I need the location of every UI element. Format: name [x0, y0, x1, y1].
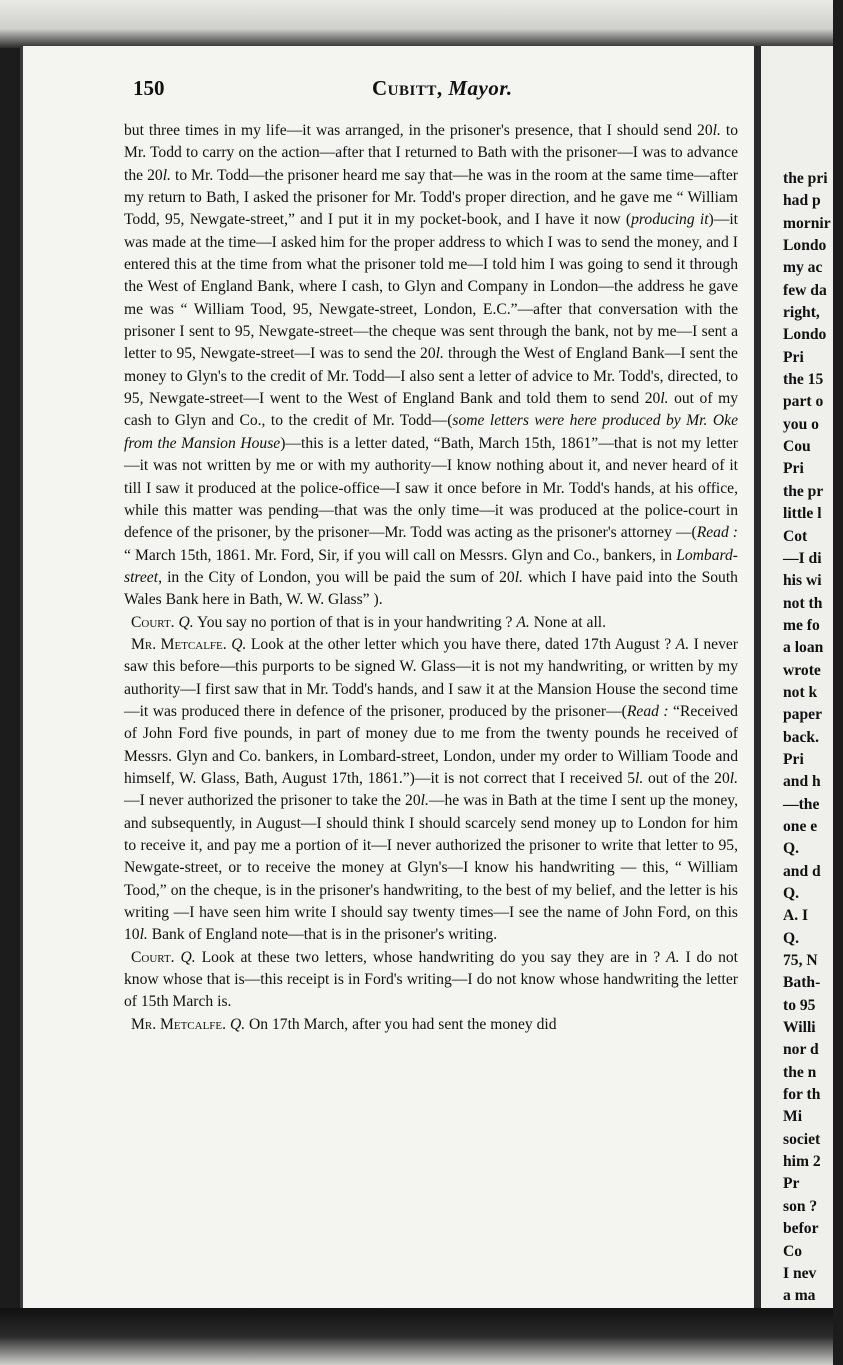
text-run: )—this is a letter dated, “Bath, March 15th, 1861”—that is not my letter—it was not written by me or with my authority—I know nothing about it, and never heard of it till I saw it produced at the police-office—I saw it once before in Mr. Todd's hands, at his office, while this matter was pending—that was the only time—it was produced at the police-court in defence of the prisoner, by the prisoner—Mr. Todd was acting as the prisoner's attorney —( [124, 434, 738, 542]
adjacent-line: Cou [783, 438, 811, 456]
text-run: A. [666, 948, 680, 966]
page-number: 150 [133, 76, 165, 100]
running-title [372, 76, 513, 101]
text-run: out of my cash to Glyn and Co., to the credit of Mr. Todd—( [124, 390, 738, 430]
paragraph [124, 634, 738, 947]
adjacent-line: befor [783, 1220, 819, 1238]
adjacent-line: me fo [783, 616, 820, 634]
adjacent-line: son ? [783, 1197, 818, 1215]
paragraph [124, 947, 738, 1014]
adjacent-line: not k [783, 683, 818, 701]
text-run: l. [712, 122, 721, 139]
adjacent-line: Londo [783, 237, 827, 255]
text-run: “Received of John Ford five pounds, in part of money due to me from the twenty pounds he received of Messrs. Glyn and Co. bankers, in Lombard-street, London, under my order to William Toode and himself, W. Glass, Bath, August 17th, 1861.”)—it is not correct that I received 5 [124, 702, 738, 787]
adjacent-line: Mi [783, 1108, 803, 1126]
text-run: Look at the other letter which you have there, dated 17th August ? [246, 635, 676, 653]
speaker-label: Court. [131, 613, 175, 631]
text-run: —he was in Bath at the time I sent up the money, and subsequently, in August—I should think I should scarcely send money up to London for him to receive it, and pay me a portion of it—I never authorized the prisoner to write that letter to 95, Newgate-street, or to receive the money at Glyn's—I know his handwriting — this, “ William Tood,” on the cheque, is in the prisoner's handwriting, to the best of my belief, and the letter is his writing —I have seen him write I should say twenty times—I see the name of John Ford, on this 10 [124, 792, 738, 944]
adjacent-line: Cot [783, 527, 808, 545]
paragraph [124, 1014, 738, 1036]
text-run: Q. [231, 635, 247, 653]
text-run: in the City of London, you will be paid the sum of 20 [161, 568, 515, 586]
text-run: Q. [180, 948, 196, 966]
adjacent-line: Willi [783, 1019, 816, 1037]
speaker-label: Mr. Metcalfe. [131, 1015, 227, 1033]
adjacent-line: Pr [783, 1175, 800, 1193]
adjacent-line: for th [783, 1086, 821, 1104]
text-run: “ March 15th, 1861. Mr. Ford, Sir, if you will call on Messrs. Glyn and Co., bankers, in [124, 546, 677, 564]
adjacent-line: the pr [783, 482, 824, 500]
adjacent-line: Pri [783, 348, 804, 366]
adjacent-line: not th [783, 594, 823, 612]
adjacent-line: A. I [783, 907, 809, 925]
adjacent-line: 75, N [783, 952, 818, 970]
adjacent-line: to 95 [783, 996, 816, 1014]
adjacent-line: Q. [783, 840, 800, 858]
adjacent-line: back. [783, 728, 819, 746]
text-run: Read : [626, 702, 669, 720]
book-gutter [754, 46, 761, 1308]
adjacent-line: one e [783, 817, 818, 835]
adjacent-line: the pri [783, 170, 828, 187]
adjacent-line: Pri [783, 750, 804, 768]
adjacent-line: I nev [783, 1264, 817, 1282]
text-run: some letters were here produced by Mr. Oke from the Mansion House [124, 412, 738, 452]
text-run: On 17th March, after you had sent the money did [245, 1015, 557, 1033]
text-run: Q. [178, 613, 194, 631]
text-run: l. [139, 926, 148, 944]
text-run: A. [516, 613, 530, 631]
speaker-label: Court. [131, 948, 175, 966]
text-run: through the West of England Bank—I sent the money to Glyn's to the credit of Mr. Todd—I also sent a letter of advice to Mr. Todd's, directed, to 95, Newgate-street—I went to the West of England Bank and told them to send 20 [124, 345, 738, 408]
adjacent-line: you o [783, 415, 819, 433]
text-run: l. [660, 390, 669, 408]
text-run: l. [635, 769, 644, 787]
text-run: l. [420, 792, 429, 810]
speaker-label: Mr. Metcalfe. [131, 635, 227, 653]
adjacent-page-text [783, 168, 843, 1352]
text-run: to Mr. Todd to carry on the action—after that I returned to Bath with the prisoner—I was to advance the 20 [124, 122, 738, 184]
text-run: to Mr. Todd—the prisoner heard me say that—he was in the room at the same time—after my return to Bath, I asked the prisoner for Mr. Todd's proper direction, and he gave me “ William Todd, 95, Newgate-street,” and I put it in my pocket-book, and I have it now ( [124, 166, 738, 229]
adjacent-line: societ [783, 1130, 821, 1148]
adjacent-line: mornir [783, 214, 831, 232]
adjacent-line: and h [783, 773, 821, 791]
running-title-name: Cubitt, [372, 76, 443, 100]
adjacent-line: Pri [783, 460, 804, 478]
scan-top-edge [0, 0, 833, 48]
adjacent-line: a loan [783, 639, 824, 657]
adjacent-line: Q. [783, 929, 800, 947]
adjacent-line: a ma [783, 1287, 816, 1305]
text-run: which I have paid into the South Wales Bank here in Bath, W. W. Glass” ). [124, 568, 738, 609]
adjacent-line: —I di [783, 549, 822, 567]
adjacent-line: the n [783, 1063, 817, 1081]
text-run: )—it was made at the time—I asked him for the proper address to which I was to send the money, and I entered this at the time from what the prisoner told me—I told him I was going to send it through the West of England Bank, where I cash, to Glyn and Company in London—the address he gave me was “ William Tood, 95, Newgate-street, London, E.C.”—after that conversation with the prisoner I sent to 95, Newgate-street—the cheque was sent through the bank, not by me—I sent a letter to 95, Newgate-street—I was to send the 20 [124, 211, 738, 363]
adjacent-line: and d [783, 862, 821, 880]
text-run: You say no portion of that is in your handwriting ? [193, 613, 517, 631]
text-run: I do not know whose that is—this receipt is in Ford's writing—I do not know whose handwriting the letter of 15th March is. [124, 948, 739, 1011]
text-run: l. [435, 345, 444, 363]
adjacent-line: him 2 [783, 1153, 821, 1171]
adjacent-line: my ac [783, 259, 823, 277]
adjacent-line: had p [783, 192, 821, 210]
adjacent-line: paper [783, 706, 822, 724]
text-run: Lombard-street, [124, 546, 738, 586]
adjacent-line: the 15 [783, 371, 824, 389]
adjacent-line: Londo [783, 326, 827, 344]
adjacent-line: Co [783, 1242, 803, 1260]
text-run: A. [675, 635, 690, 653]
scan-bottom-edge [0, 1308, 833, 1365]
text-run: producing it [631, 211, 709, 229]
adjacent-line: little l [783, 505, 822, 523]
adjacent-line: Q. [783, 885, 800, 902]
text-run: Look at these two letters, whose handwriting do you say they are in ? [195, 948, 667, 966]
text-run: l. [514, 568, 523, 586]
paragraph [124, 120, 738, 612]
text-run: out of the 20 [643, 769, 730, 787]
text-run: —I never authorized the prisoner to take the 20 [124, 792, 421, 810]
text-run: None at all. [529, 613, 607, 631]
adjacent-line: right, [783, 304, 820, 322]
adjacent-line: few da [783, 281, 827, 299]
adjacent-line: —the [783, 795, 820, 813]
paragraph [124, 612, 738, 634]
text-run: l. [162, 166, 171, 184]
text-run: I never saw this before—this purports to be signed W. Glass—it is not my handwriting, or written by my authority—I first saw that in Mr. Todd's hands, and I saw it at the Mansion House the second time—it was produced there in defence of the prisoner, produced by the prisoner—( [124, 635, 738, 720]
adjacent-line: Bath- [783, 974, 821, 992]
adjacent-line: wrote [783, 661, 821, 679]
adjacent-page [761, 46, 833, 1308]
text-run: Bank of England note—that is in the prisoner's writing. [147, 926, 498, 944]
text-run: l. [729, 769, 739, 787]
adjacent-line: part o [783, 393, 824, 411]
running-title-role: Mayor. [448, 76, 513, 100]
page-header [113, 76, 738, 106]
adjacent-line: nor d [783, 1041, 819, 1059]
adjacent-line: his wi [783, 572, 822, 590]
page-body [124, 120, 738, 1036]
text-run: Read : [696, 524, 738, 542]
text-run: Q. [229, 1015, 246, 1033]
text-run: but three times in my life—it was arranged, in the prisoner's presence, that I should send 20 [124, 122, 713, 139]
